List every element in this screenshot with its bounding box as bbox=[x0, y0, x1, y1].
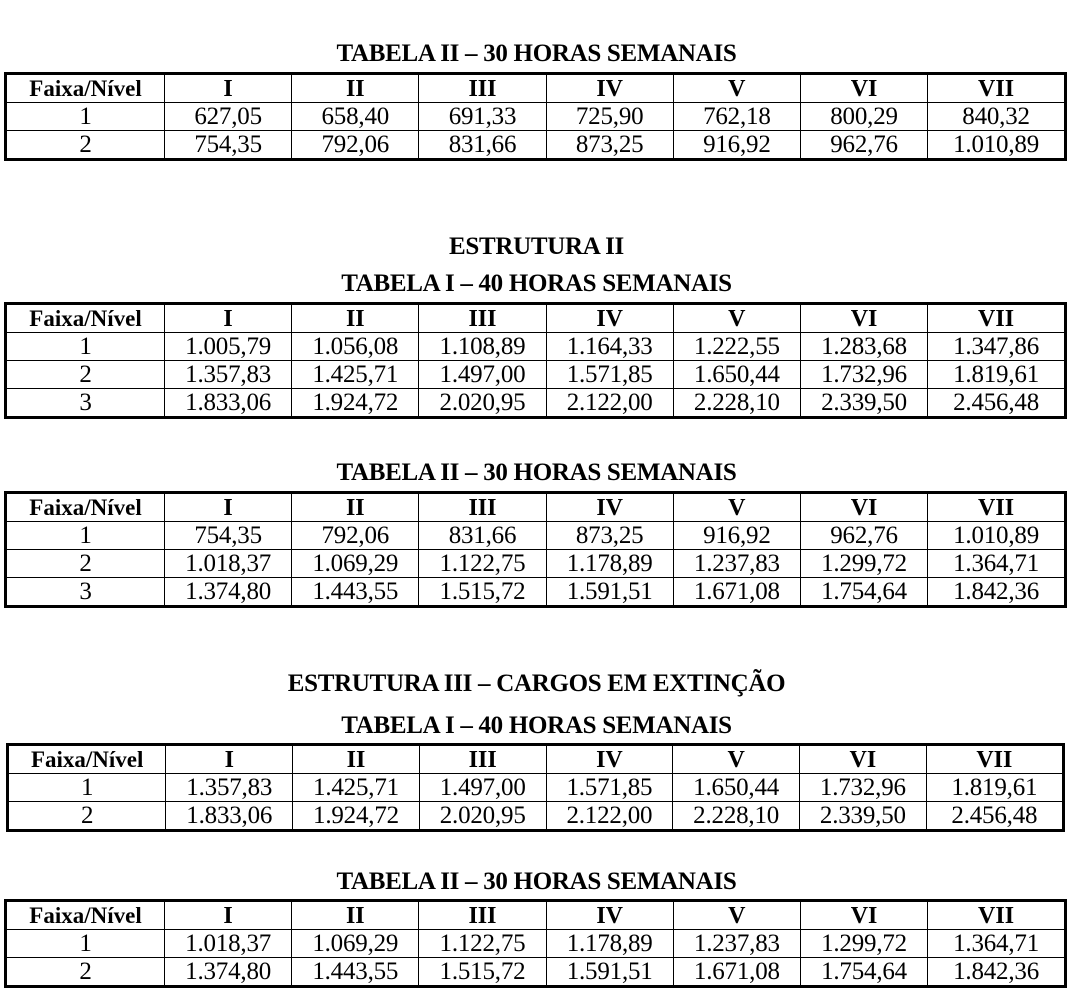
value-cell: 1.222,55 bbox=[673, 333, 800, 361]
column-header-level: VI bbox=[800, 74, 927, 103]
value-cell: 1.056,08 bbox=[292, 333, 419, 361]
column-header-faixa-nivel: Faixa/Nível bbox=[8, 745, 166, 774]
faixa-cell: 2 bbox=[6, 361, 165, 389]
salary-table-2 bbox=[4, 302, 1067, 419]
value-cell: 916,92 bbox=[673, 522, 800, 550]
value-cell: 1.497,00 bbox=[419, 361, 546, 389]
faixa-cell: 1 bbox=[6, 333, 165, 361]
value-cell: 1.347,86 bbox=[928, 333, 1066, 361]
column-header-level: VII bbox=[928, 901, 1066, 930]
value-cell: 691,33 bbox=[419, 103, 546, 131]
value-cell: 2.020,95 bbox=[419, 802, 546, 831]
value-cell: 1.924,72 bbox=[292, 389, 419, 418]
faixa-cell: 1 bbox=[6, 103, 165, 131]
header-row bbox=[6, 901, 1066, 930]
value-cell: 658,40 bbox=[292, 103, 419, 131]
value-cell: 916,92 bbox=[673, 131, 800, 160]
column-header-level: II bbox=[292, 901, 419, 930]
value-cell: 2.339,50 bbox=[799, 802, 926, 831]
estrutura-ii-heading: ESTRUTURA II bbox=[449, 233, 624, 260]
value-cell: 1.571,85 bbox=[546, 361, 673, 389]
estrutura-iii-heading: ESTRUTURA III – CARGOS EM EXTINÇÃO bbox=[287, 670, 786, 697]
value-cell: 1.299,72 bbox=[800, 550, 927, 578]
value-cell: 762,18 bbox=[673, 103, 800, 131]
value-cell: 831,66 bbox=[419, 131, 546, 160]
value-cell: 1.010,89 bbox=[928, 131, 1066, 160]
column-header-level: VII bbox=[926, 745, 1063, 774]
table-2-title: TABELA I – 40 HORAS SEMANAIS bbox=[341, 270, 732, 297]
column-header-level: IV bbox=[546, 745, 673, 774]
column-header-level: I bbox=[165, 901, 292, 930]
value-cell: 2.456,48 bbox=[926, 802, 1063, 831]
value-cell: 1.178,89 bbox=[546, 550, 673, 578]
table-row bbox=[6, 958, 1066, 987]
value-cell: 792,06 bbox=[292, 522, 419, 550]
column-header-level: III bbox=[419, 745, 546, 774]
column-header-level: I bbox=[165, 74, 292, 103]
value-cell: 1.650,44 bbox=[673, 774, 800, 802]
column-header-level: V bbox=[673, 745, 800, 774]
value-cell: 1.069,29 bbox=[292, 930, 419, 958]
header-row bbox=[6, 493, 1066, 522]
value-cell: 1.754,64 bbox=[800, 958, 927, 987]
faixa-cell: 1 bbox=[8, 774, 166, 802]
value-cell: 1.842,36 bbox=[928, 958, 1066, 987]
table-row bbox=[6, 361, 1066, 389]
column-header-faixa-nivel: Faixa/Nível bbox=[6, 901, 165, 930]
column-header-level: III bbox=[419, 493, 546, 522]
value-cell: 1.357,83 bbox=[165, 361, 292, 389]
faixa-cell: 2 bbox=[6, 550, 165, 578]
value-cell: 754,35 bbox=[165, 522, 292, 550]
value-cell: 1.671,08 bbox=[673, 958, 800, 987]
table-row bbox=[8, 802, 1064, 831]
value-cell: 1.732,96 bbox=[800, 361, 927, 389]
value-cell: 1.374,80 bbox=[165, 958, 292, 987]
value-cell: 873,25 bbox=[546, 522, 673, 550]
value-cell: 840,32 bbox=[928, 103, 1066, 131]
value-cell: 873,25 bbox=[546, 131, 673, 160]
column-header-level: VII bbox=[928, 74, 1066, 103]
value-cell: 962,76 bbox=[800, 131, 927, 160]
value-cell: 1.425,71 bbox=[292, 361, 419, 389]
value-cell: 2.122,00 bbox=[546, 389, 673, 418]
value-cell: 754,35 bbox=[165, 131, 292, 160]
value-cell: 1.754,64 bbox=[800, 578, 927, 607]
column-header-level: II bbox=[292, 74, 419, 103]
value-cell: 1.283,68 bbox=[800, 333, 927, 361]
column-header-level: VI bbox=[799, 745, 926, 774]
value-cell: 1.018,37 bbox=[165, 550, 292, 578]
value-cell: 2.228,10 bbox=[673, 389, 800, 418]
faixa-cell: 3 bbox=[6, 389, 165, 418]
column-header-level: I bbox=[165, 304, 292, 333]
value-cell: 1.515,72 bbox=[419, 958, 546, 987]
value-cell: 1.515,72 bbox=[419, 578, 546, 607]
table-row bbox=[6, 333, 1066, 361]
value-cell: 1.069,29 bbox=[292, 550, 419, 578]
salary-table-4 bbox=[6, 743, 1065, 832]
column-header-level: III bbox=[419, 901, 546, 930]
column-header-level: V bbox=[673, 901, 800, 930]
column-header-level: V bbox=[673, 304, 800, 333]
column-header-level: VII bbox=[928, 493, 1066, 522]
column-header-level: II bbox=[292, 304, 419, 333]
column-header-level: VII bbox=[928, 304, 1066, 333]
column-header-level: VI bbox=[800, 901, 927, 930]
column-header-level: II bbox=[292, 493, 419, 522]
table-row bbox=[6, 389, 1066, 418]
value-cell: 1.299,72 bbox=[800, 930, 927, 958]
table-row bbox=[6, 578, 1066, 607]
column-header-level: III bbox=[419, 304, 546, 333]
value-cell: 1.591,51 bbox=[546, 578, 673, 607]
column-header-level: IV bbox=[546, 304, 673, 333]
faixa-cell: 1 bbox=[6, 522, 165, 550]
value-cell: 725,90 bbox=[546, 103, 673, 131]
value-cell: 1.819,61 bbox=[926, 774, 1063, 802]
value-cell: 1.018,37 bbox=[165, 930, 292, 958]
column-header-level: I bbox=[166, 745, 293, 774]
column-header-level: VI bbox=[800, 493, 927, 522]
value-cell: 800,29 bbox=[800, 103, 927, 131]
column-header-level: V bbox=[673, 74, 800, 103]
column-header-faixa-nivel: Faixa/Nível bbox=[6, 74, 165, 103]
column-header-level: III bbox=[419, 74, 546, 103]
value-cell: 2.339,50 bbox=[800, 389, 927, 418]
value-cell: 1.833,06 bbox=[166, 802, 293, 831]
value-cell: 1.591,51 bbox=[546, 958, 673, 987]
value-cell: 1.924,72 bbox=[293, 802, 420, 831]
value-cell: 1.237,83 bbox=[673, 930, 800, 958]
value-cell: 1.108,89 bbox=[419, 333, 546, 361]
faixa-cell: 2 bbox=[6, 958, 165, 987]
faixa-cell: 3 bbox=[6, 578, 165, 607]
value-cell: 1.671,08 bbox=[673, 578, 800, 607]
salary-table-5 bbox=[4, 899, 1067, 988]
table-row bbox=[6, 103, 1066, 131]
value-cell: 792,06 bbox=[292, 131, 419, 160]
value-cell: 2.020,95 bbox=[419, 389, 546, 418]
value-cell: 1.357,83 bbox=[166, 774, 293, 802]
value-cell: 1.425,71 bbox=[293, 774, 420, 802]
value-cell: 1.497,00 bbox=[419, 774, 546, 802]
table-row bbox=[8, 774, 1064, 802]
faixa-cell: 2 bbox=[8, 802, 166, 831]
value-cell: 2.122,00 bbox=[546, 802, 673, 831]
column-header-level: I bbox=[165, 493, 292, 522]
value-cell: 962,76 bbox=[800, 522, 927, 550]
salary-table-3 bbox=[4, 491, 1067, 608]
header-row bbox=[8, 745, 1064, 774]
value-cell: 1.571,85 bbox=[546, 774, 673, 802]
value-cell: 1.122,75 bbox=[419, 550, 546, 578]
value-cell: 831,66 bbox=[419, 522, 546, 550]
value-cell: 1.164,33 bbox=[546, 333, 673, 361]
table-row bbox=[6, 522, 1066, 550]
value-cell: 1.732,96 bbox=[799, 774, 926, 802]
column-header-faixa-nivel: Faixa/Nível bbox=[6, 493, 165, 522]
header-row bbox=[6, 74, 1066, 103]
value-cell: 1.364,71 bbox=[928, 930, 1066, 958]
value-cell: 1.178,89 bbox=[546, 930, 673, 958]
value-cell: 2.456,48 bbox=[928, 389, 1066, 418]
value-cell: 2.228,10 bbox=[673, 802, 800, 831]
value-cell: 1.005,79 bbox=[165, 333, 292, 361]
table-row bbox=[6, 930, 1066, 958]
value-cell: 1.237,83 bbox=[673, 550, 800, 578]
table-1-title: TABELA II – 30 HORAS SEMANAIS bbox=[336, 40, 737, 67]
table-row bbox=[6, 131, 1066, 160]
column-header-level: IV bbox=[546, 493, 673, 522]
value-cell: 1.833,06 bbox=[165, 389, 292, 418]
table-row bbox=[6, 550, 1066, 578]
value-cell: 1.650,44 bbox=[673, 361, 800, 389]
faixa-cell: 1 bbox=[6, 930, 165, 958]
column-header-level: IV bbox=[546, 901, 673, 930]
salary-table-1 bbox=[4, 72, 1067, 161]
value-cell: 1.819,61 bbox=[928, 361, 1066, 389]
value-cell: 1.010,89 bbox=[928, 522, 1066, 550]
faixa-cell: 2 bbox=[6, 131, 165, 160]
column-header-level: VI bbox=[800, 304, 927, 333]
value-cell: 1.374,80 bbox=[165, 578, 292, 607]
column-header-faixa-nivel: Faixa/Nível bbox=[6, 304, 165, 333]
value-cell: 1.122,75 bbox=[419, 930, 546, 958]
table-5-title: TABELA II – 30 HORAS SEMANAIS bbox=[336, 868, 737, 895]
header-row bbox=[6, 304, 1066, 333]
table-4-title: TABELA I – 40 HORAS SEMANAIS bbox=[341, 712, 732, 739]
value-cell: 1.364,71 bbox=[928, 550, 1066, 578]
value-cell: 1.443,55 bbox=[292, 958, 419, 987]
column-header-level: IV bbox=[546, 74, 673, 103]
column-header-level: V bbox=[673, 493, 800, 522]
value-cell: 1.842,36 bbox=[928, 578, 1066, 607]
value-cell: 627,05 bbox=[165, 103, 292, 131]
column-header-level: II bbox=[293, 745, 420, 774]
table-3-title: TABELA II – 30 HORAS SEMANAIS bbox=[336, 459, 737, 486]
value-cell: 1.443,55 bbox=[292, 578, 419, 607]
